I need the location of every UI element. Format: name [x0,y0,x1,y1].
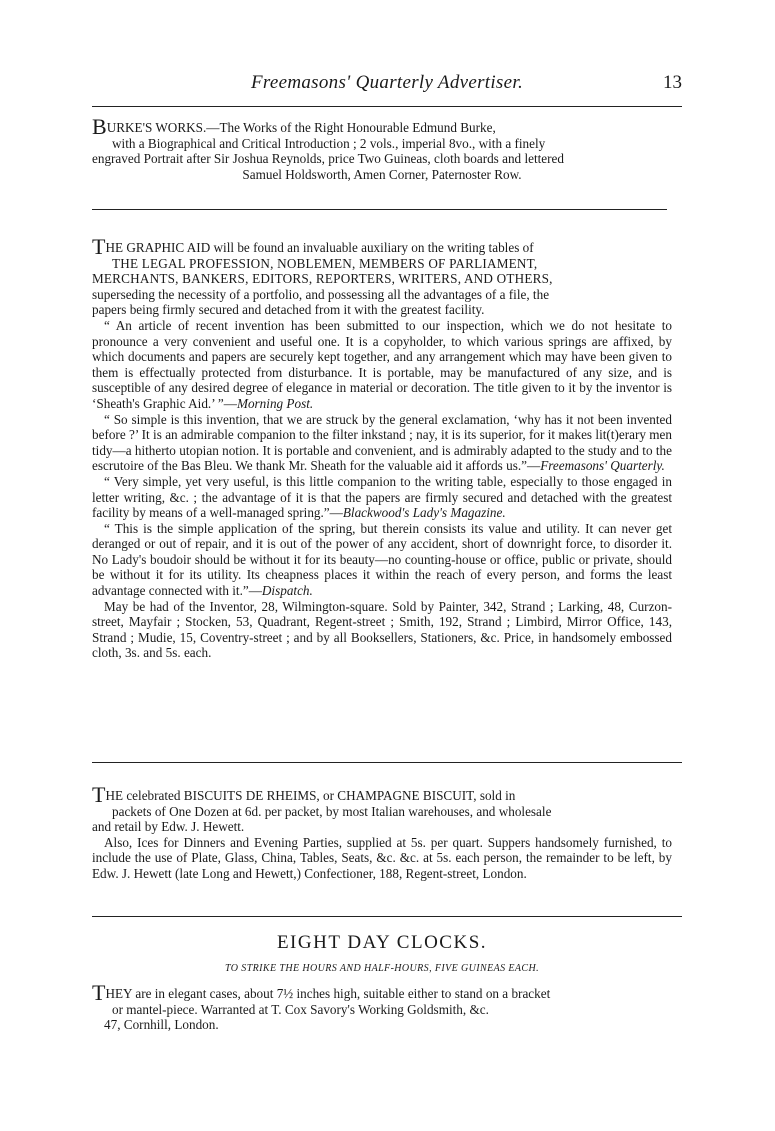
divider-1 [92,209,667,210]
burke-line-3: engraved Portrait after Sir Joshua Reynolds, price Two Guineas, cloth boards and lettered [92,151,564,167]
graphic-aid-advertisement [92,234,672,661]
quote-source: Dispatch. [261,583,313,599]
header-rule [92,106,682,107]
biscuits-advertisement [92,782,672,882]
clocks-line-1: THEY are in elegant cases, about 7½ inches high, suitable either to stand on a bracket [92,980,551,1006]
quote-source: Morning Post. [236,395,314,411]
burke-publisher: Samuel Holdsworth, Amen Corner, Paternoster Row. [242,166,522,182]
burke-advertisement [92,114,672,182]
quote-morning-post: “ An article of recent invention has been submitted to our inspection, which we do not hesitate to pronounce a very convenient and useful one. It is a copyholder, to which various springs are affixed, by which documents and papers are securely kept together, and any arrangement which may have been given to them is effectually protected from disturbance. It is portable, may be manufactured of any size, and is susceptible of any desired degree of elegance in material or decoration. The title given to it by the inventor is ‘Sheath's Graphic Aid.’ ”—Morning Post. [92,317,672,411]
graphic-line-3: MERCHANTS, BANKERS, EDITORS, REPORTERS, WRITERS, AND OTHERS, [92,271,553,287]
burke-line-1: BURKE'S WORKS.—The Works of the Right Honourable Edmund Burke, [92,114,496,139]
graphic-line-5: papers being firmly secured and detached from it with the greatest facility. [92,302,485,318]
quote-source: Blackwood's Lady's Magazine. [342,505,506,521]
page-number: 13 [663,72,682,93]
quote-freemasons: “ So simple is this invention, that we are struck by the general exclamation, ‘why has it not been invented before ?’ It is an admirable companion to the filter inkstand ; nay, it is its superior, for it makes lit(t)erary men tidy—a hitherto utopian notion. It is portable and convenient, and is admirably adapted to the study and to the escrutoire of the Bas Bleu. We thank Mr. Sheath for the valuable aid it affords us.”—Freemasons' Quarterly. [92,411,672,474]
quote-source: Freemasons' Quarterly. [540,458,665,474]
biscuits-ices: Also, Ices for Dinners and Evening Parties, supplied at 5s. per quart. Suppers handsomely furnished, to include the use of Plate, Glass, China, Tables, Seats, &c. &c. at 5s. each person, the remainder to be left, by Edw. J. Hewett (late Long and Hewett,) Confectioner, 188, Regent-street, London. [92,834,672,881]
quote-dispatch: “ This is the simple application of the spring, but therein consists its value and utility. It can never get deranged or out of repair, and it is out of the power of any accident, short of downright force, to disorder it. No Lady's boudoir should be without it for its beauty—no counting-house or office, public or private, should be without it for its utility. Its cheapness places it within the reach of every person, and forms the least advantage connected with it.”—Dispatch. [92,520,672,599]
drop-cap: B [92,114,107,139]
clocks-line-3: 47, Cornhill, London. [104,1017,219,1033]
graphic-line-1: THE GRAPHIC AID will be found an invaluable auxiliary on the writing tables of [92,234,534,259]
quote-blackwoods: “ Very simple, yet very useful, is this little companion to the writing table, especially to those engaged in letter writing, &c. ; the advantage of it is that the papers are firmly secured and detached with the greatest facility by means of a well-managed spring.”—Blackwood's Lady's Magazine. [92,473,672,521]
running-title: Freemasons' Quarterly Advertiser. [250,72,523,93]
divider-2 [92,762,682,763]
drop-cap: T [92,234,106,259]
drop-cap: T [92,782,106,807]
sellers-list: May be had of the Inventor, 28, Wilmington-square. Sold by Painter, 342, Strand ; Larking, 48, Curzon-street, Mayfair ; Stocken, 53, Quadrant, Regent-street ; Smith, 192, Strand ; Limbird, Mirror Office, 143, Strand ; Mudie, 15, Coventry-street ; and by all Booksellers, Stationers, &c. Price, in handsomely embossed cloth, 3s. and 5s. each. [92,598,672,661]
clocks-subtitle: TO STRIKE THE HOURS AND HALF-HOURS, FIVE GUINEAS EACH. [225,962,539,974]
divider-3 [92,916,682,917]
biscuits-line-1: THE celebrated BISCUITS DE RHEIMS, or CHAMPAGNE BISCUIT, sold in [92,782,516,807]
clocks-title: EIGHT DAY CLOCKS. [276,932,488,953]
graphic-line-4: superseding the necessity of a portfolio, and possessing all the advantages of a file, the [92,286,550,302]
clocks-line-2: or mantel-piece. Warranted at T. Cox Savory's Working Goldsmith, &c. [112,1001,489,1017]
page-header [92,72,682,98]
clocks-advertisement [92,932,672,1033]
biscuits-line-2: packets of One Dozen at 6d. per packet, by most Italian warehouses, and wholesale [112,803,552,819]
biscuits-line-3: and retail by Edw. J. Hewett. [92,819,245,835]
drop-cap: T [92,980,106,1006]
burke-line-2: with a Biographical and Critical Introduction ; 2 vols., imperial 8vo., with a finely [112,135,546,151]
graphic-line-2: THE LEGAL PROFESSION, NOBLEMEN, MEMBERS OF PARLIAMENT, [112,255,538,271]
